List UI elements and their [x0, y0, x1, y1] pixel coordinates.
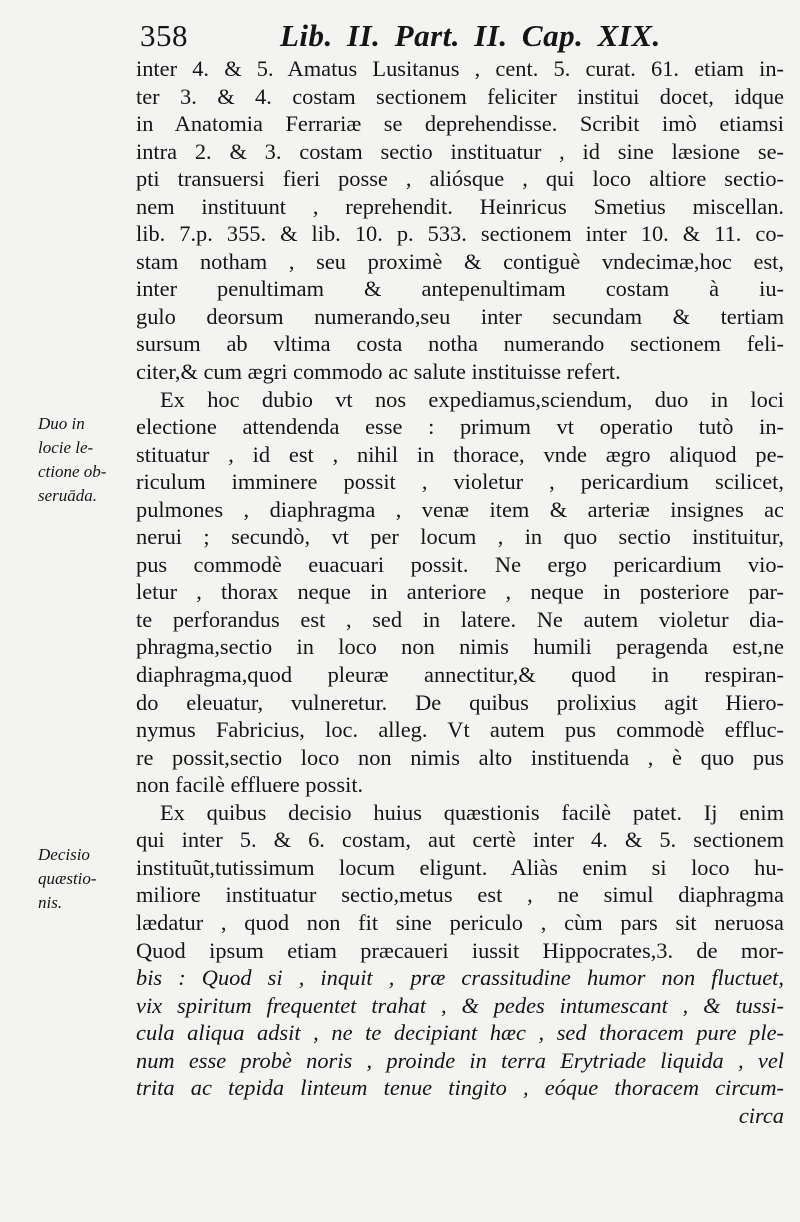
text-line: sursum ab vltima costa notha numerando sectionem feli- — [136, 331, 784, 357]
text-line: non facilè effluere possit. — [136, 772, 364, 798]
text-line: lædatur , quod non fit sine periculo , cùm pars sit neruosa — [136, 909, 784, 935]
text-line: cula aliqua adsit , ne te decipiant hæc , sed thoracem pure ple- — [136, 1020, 784, 1046]
text-line: inter penultimam & antepenultimam costam à iu- — [136, 276, 784, 302]
text-line: Ex hoc dubio vt nos expediamus,sciendum, duo in loci — [160, 386, 784, 412]
text-line: miliore instituatur sectio,metus est , ne simul diaphragma — [136, 882, 784, 908]
text-line: diaphragma,quod pleuræ annectitur,& quod in respiran- — [136, 662, 784, 688]
text-line: Ex quibus decisio huius quæstionis facilè patet. Ij enim — [160, 799, 784, 825]
running-head: Lib. II. Part. II. Cap. XIX. — [280, 18, 661, 53]
text-line: electione attendenda esse : primum vt operatio tutò in- — [136, 414, 784, 440]
margin-note-line: Duo in — [38, 414, 85, 433]
text-line: instituũt,tutissimum locum eligunt. Aliàs enim si loco hu- — [136, 854, 784, 880]
text-line: num esse probè noris , proinde in terra Erytriade liquida , vel — [136, 1047, 784, 1073]
text-line: letur , thorax neque in anteriore , neque in posteriore par- — [136, 579, 784, 605]
text-line: te perforandus est , sed in latere. Ne autem violetur dia- — [136, 606, 784, 632]
text-line: gulo deorsum numerando,seu inter secundam & tertiam — [136, 303, 784, 329]
text-line: lib. 7.p. 355. & lib. 10. p. 533. sectionem inter 10. & 11. co- — [136, 221, 784, 247]
text-line: do eleuatur, vulneretur. De quibus prolixius agit Hiero- — [136, 689, 784, 715]
text-line: Quod ipsum etiam præcaueri iussit Hippocrates,3. de mor- — [136, 937, 784, 963]
margin-note-locus — [38, 412, 133, 508]
text-line: nymus Fabricius, loc. alleg. Vt autem pus commodè effluc- — [136, 717, 784, 743]
text-line: pti transuersi fieri posse , aliósque , qui loco altiore sectio- — [136, 166, 784, 192]
body-text — [136, 55, 784, 1129]
text-line: stam notham , seu proximè & contiguè vndecimæ,hoc est, — [136, 248, 784, 274]
text-line: citer,& cum ægri commodo ac salute instituisse refert. — [136, 359, 621, 385]
text-line: nem instituunt , reprehendit. Heinricus Smetius miscellan. — [136, 193, 784, 219]
text-line: intra 2. & 3. costam sectio instituatur , id sine læsione se- — [136, 138, 784, 164]
text-line: stituatur , id est , nihil in thorace, vnde ægro aliquod pe- — [136, 441, 784, 467]
page-number: 358 — [140, 18, 188, 53]
catchword: circa — [738, 1102, 784, 1128]
text-line: re possit,sectio loco non nimis alto instituenda , è quo pus — [136, 744, 784, 770]
text-line: phragma,sectio in loco non nimis humili peragenda est,ne — [136, 634, 784, 660]
text-line: qui inter 5. & 6. costam, aut certè inter 4. & 5. sectionem — [136, 827, 784, 853]
margin-note-line: locie le- — [38, 438, 94, 457]
text-line: riculum imminere possit , violetur , pericardium scilicet, — [136, 469, 784, 495]
margin-note-line: seruāda. — [38, 486, 98, 505]
margin-note-decisio — [38, 843, 133, 915]
text-line: pus commodè euacuari possit. Ne ergo pericardium vio- — [136, 551, 784, 577]
text-line: vix spiritum frequentet trahat , & pedes intumescant , & tussi- — [136, 992, 784, 1018]
margin-note-line: nis. — [38, 893, 63, 912]
text-line: nerui ; secundò, vt per locum , in quo sectio instituitur, — [136, 524, 784, 550]
text-line: in Anatomia Ferrariæ se deprehendisse. Scribit imò etiamsi — [136, 111, 784, 137]
page-header — [130, 18, 690, 58]
text-line: bis : Quod si , inquit , præ crassitudine humor non fluctuet, — [136, 965, 784, 991]
margin-note-line: Decisio — [38, 845, 90, 864]
text-line: ter 3. & 4. costam sectionem feliciter institui docet, idque — [136, 83, 784, 109]
text-line: inter 4. & 5. Amatus Lusitanus , cent. 5. curat. 61. etiam in- — [136, 56, 784, 81]
margin-note-line: ctione ob- — [38, 462, 107, 481]
margin-note-line: quæstio- — [38, 869, 97, 888]
text-line: pulmones , diaphragma , venæ item & arteriæ insignes ac — [136, 496, 784, 522]
text-line: trita ac tepida linteum tenue tingito , eóque thoracem circum- — [136, 1075, 784, 1101]
